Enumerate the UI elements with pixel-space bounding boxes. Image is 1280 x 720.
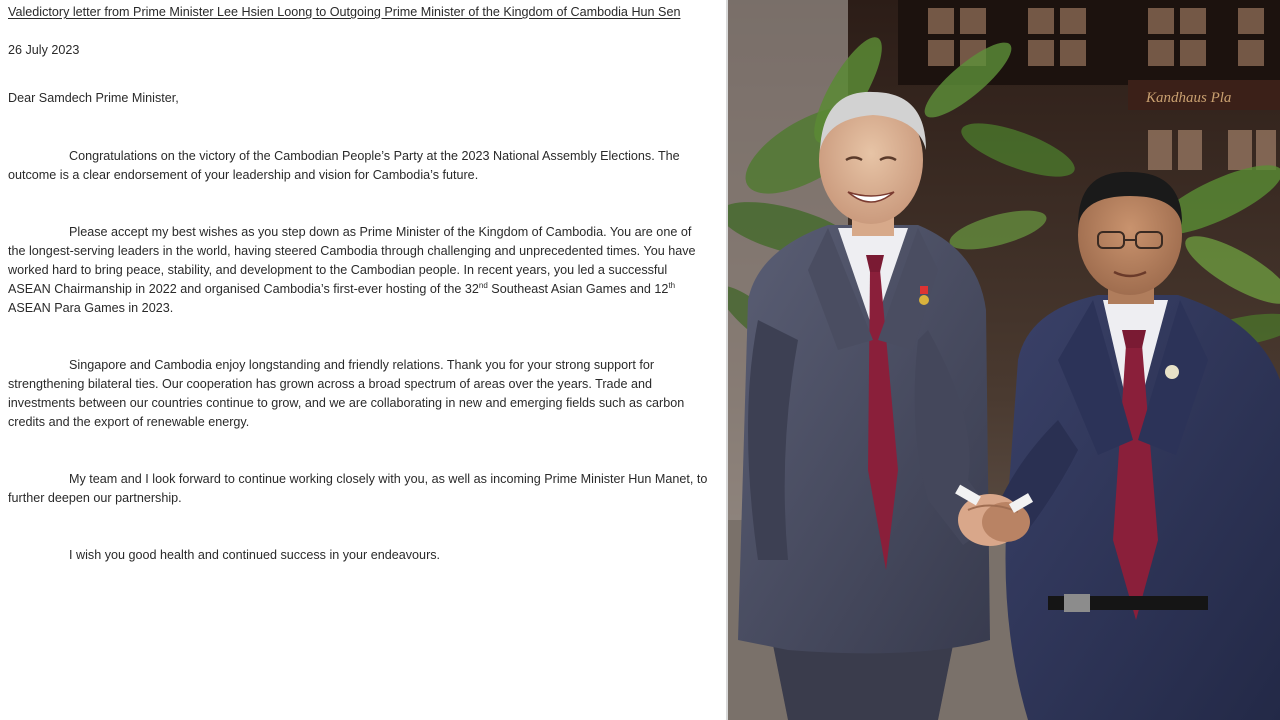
superscript-nd: nd	[478, 280, 488, 290]
letter-paragraph-1: Congratulations on the victory of the Cambodian People’s Party at the 2023 National Assembly Elections. The outcome is a clear endorsement of your leadership and vision for Cambodia’s future.	[8, 149, 680, 182]
paragraph-2-part-a: Please accept my best wishes as you step down as Prime Minister of the Kingdom of Cambodia. You are one of the longest-serving leaders in the world, having steered Cambodia through challenging and unprecedented times. You have worked hard to bring peace, stability, and development to the Cambodian people. In recent years, you led a successful ASEAN Chairmanship in 2022 and organised Cambodia’s first-ever hosting of the 32	[8, 225, 696, 296]
letter-salutation: Dear Samdech Prime Minister,	[8, 91, 179, 105]
letter-title-link[interactable]: Valedictory letter from Prime Minister Lee Hsien Loong to Outgoing Prime Minister of the Kingdom of Cambodia Hun Sen	[8, 5, 681, 19]
handshake-photo-illustration	[728, 0, 1280, 720]
paragraph-2-part-b: Southeast Asian Games and 12	[487, 282, 669, 296]
letter-paragraph-3: Singapore and Cambodia enjoy longstanding and friendly relations. Thank you for your strong support for strengthening bilateral ties. Our cooperation has grown across a broad spectrum of areas over the years. Trade and investments between our countries continue to grow, and we are collaborating in new and emerging fields such as carbon credits and the export of renewable energy.	[8, 358, 685, 429]
paragraph-2-part-c: ASEAN Para Games in 2023.	[8, 301, 174, 315]
letter-paragraph-2	[8, 223, 716, 318]
letter-date: 26 July 2023	[8, 43, 80, 57]
shop-sign: Kandhaus Pla	[1146, 90, 1232, 106]
handshake-photo	[728, 0, 1280, 720]
superscript-th: th	[668, 280, 676, 290]
letter-paragraph-5: I wish you good health and continued success in your endeavours.	[69, 548, 441, 562]
letter-paragraph-4: My team and I look forward to continue working closely with you, as well as incoming Prime Minister Hun Manet, to further deepen our partnership.	[8, 472, 708, 505]
